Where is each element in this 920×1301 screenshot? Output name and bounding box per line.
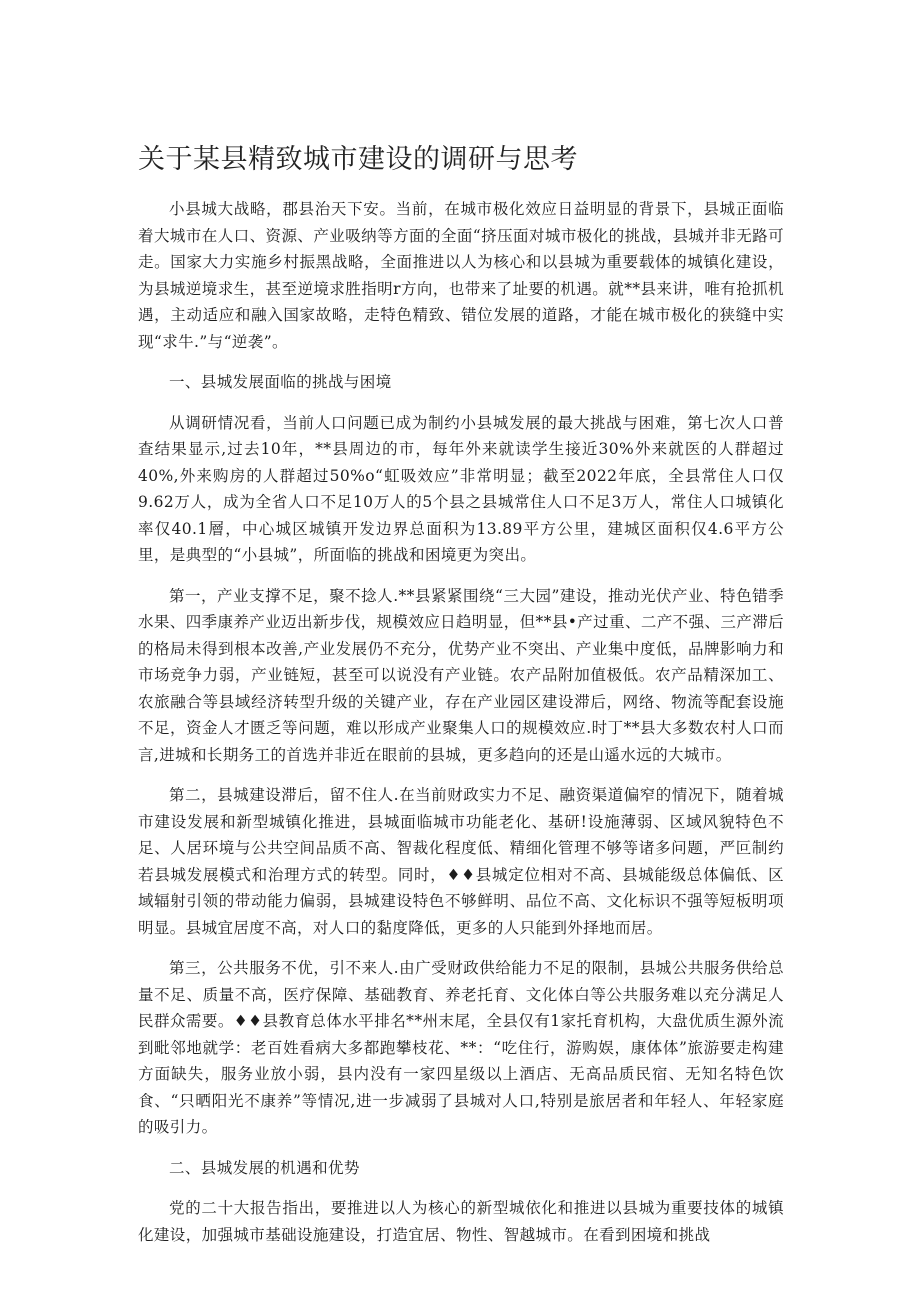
- public-service-paragraph: 第三，公共服务不优，引不来人.由广受财政供给能力不足的限制，县城公共服务供给总量不足、质量不高，医疗保障、基础教育、养老托育、文化体白等公共服务难以充分满足人民群众需要。♦♦县教育总体水平排名**州末尾，全县仅有1家托育机构，大盘优质生源外流到毗邻地就学：老百姓看病大多都跑攀枝花、**：“吃住行，游购娱，康体体”旅游要走构建方面缺失，服务业放小弱，县内没有一家四星级以上酒店、无高品质民宿、无知名特色饮食、“只晒阳光不康养”等情况,进一步减弱了县城对人口,特别是旅居者和年轻人、年轻家庭的吸引力。: [138, 959, 784, 1136]
- document-body: [138, 196, 784, 1262]
- section-heading-1: 一、县城发展面临的挑战与困境: [169, 373, 392, 391]
- opportunity-paragraph: 党的二十大报告指出，要推进以人为核心的新型城依化和推进以县城为重要技体的城镇化建设，加强城市基础设施建设，打造宜居、物性、智越城市。在看到困境和挑战: [138, 1199, 784, 1244]
- construction-paragraph: 第二，县城建设滞后，留不住人.在当前财政实力不足、融资渠道偏窄的情况下，随着城市建设发展和新型城镇化推进，县城面临城市功能老化、基研!设施薄弱、区域风貌特色不足、人居环境与公共空间品质不高、智裁化程度低、精细化管理不够等诸多问题，严叵制约若县城发展模式和治理方式的转型。同时，♦♦县城定位相对不高、县城能级总体偏低、区域辐射引领的带动能力偏弱，县城建设特色不够鲜明、品位不高、文化标识不强等短板明项明显。县城宜居度不高，对人口的黏度降低，更多的人只能到外择地而居。: [138, 786, 784, 937]
- industry-paragraph: 第一，产业支撑不足，聚不捻人.**县紧紧围绕“三大园”建设，推动光伏产业、特色错季水果、四季康养产业迈出新步伐，规模效应日趋明显，但**县•产过重、二产不强、三产滞后的格局未得到根本改善,产业发展仍不充分，优势产业不突出、产业集中度低，品牌影响力和市场竞争力弱，产业链短，甚至可以说没有产业链。农产品附加值极低。农产品精深加工、农旅融合等县域经济转型升级的关键产业，存在产业园区建设滞后，网络、物流等配套设施不足，资金人才匮乏等问题，难以形成产业聚集人口的规模效应.时丁**县大多数农村人口而言,进城和长期务工的首选并非近在眼前的县城，更多趋向的还是山遥水远的大城市。: [138, 586, 784, 764]
- survey-paragraph: 从调研情况看，当前人口问题已成为制约小县城发展的最大挑战与困难，第七次人口普查结果显示,过去10年，**县周边的市，每年外来就读学生接近30%外来就医的人群超过40%,外来购房的人群超过50%o“虹吸效应”非常明显；截至2022年底，全县常住人口仅9.62万人，成为全省人口不足10万人的5个县之县城常住人口不足3万人，常住人口城镇化率仅40.1層，中心城区城镇开发边界总面积为13.89平方公里，建城区面积仅4.6平方公里，是典型的“小县城”，所面临的挑战和困境更为突出。: [138, 413, 784, 564]
- document-title: 关于某县精致城市建设的调研与思考: [138, 144, 578, 175]
- intro-paragraph: 小县城大战略，郡县治天下安。当前，在城市极化效应日益明显的背景下，县城正面临着大城市在人口、资源、产业吸纳等方面的全面“挤压面对城市极化的挑战，县城并非无路可走。国家大力实施乡村振黑战略，全面推进以人为核心和以县城为重要载体的城镇化建设，为县城逆境求生，甚至逆境求胜指明r方向，也带来了址要的机遇。就**县来讲，唯有抢抓机遇，主动适应和融入国家故略，走特色精致、错位发展的道路，才能在城市极化的狭缝中实现“求牛.”与“逆袭”。: [138, 200, 784, 351]
- section-heading-2: 二、县城发展的机遇和优势: [169, 1158, 360, 1177]
